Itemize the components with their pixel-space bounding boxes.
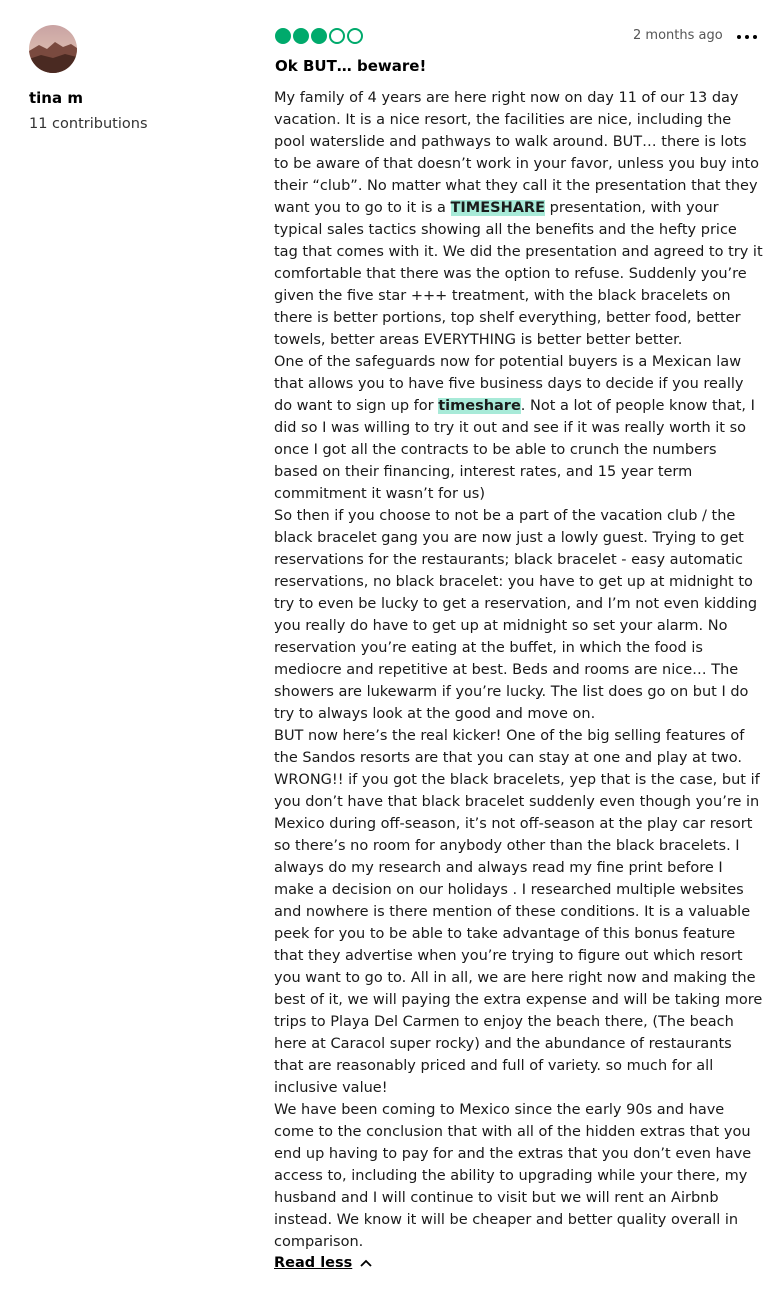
review-text: So then if you choose to not be a part of the vacation club / the black bracelet gang you are now just a lowly guest. Trying to get reservations for the restaurants; black bracelet - easy automatic reservations, no black bracelet: you have to get up at midnight to try to even be lucky to get a reservation, and I’m not even kidding you really do have to get up at midnight so set your alarm. No reservation you’re eating at the buffet, in which the food is mediocre and repetitive at best. Beds and rooms are nice… The showers are lukewarm if you’re lucky. The list does go on but I do try to always look at the good and move on. <box>274 508 758 722</box>
review-text: One of the safeguards now for potential buyers is a Mexican law that allows you to have five business days to decide if you really do want to sign up for <box>274 354 744 414</box>
review-body <box>274 87 764 1253</box>
review-text: We have been coming to Mexico since the early 90s and have come to the conclusion that with all of the hidden extras that you end up having to pay for and the extras that you don’t even have access to, including the ability to upgrading while your there, my husband and I will continue to visit but we will rent an Airbnb instead. We know it will be cheaper and better quality overall in comparison. <box>274 1102 752 1250</box>
review-text: presentation, with your typical sales tactics showing all the benefits and the hefty price tag that comes with it. We did the presentation and agreed to try it comfortable that there was the option to refuse. Suddenly you’re given the five star +++ treatment, with the black bracelets on there is better portions, top shelf everything, better food, better towels, better areas EVERYTHING is better better better. <box>274 200 763 348</box>
review-date: 2 months ago <box>633 28 723 43</box>
review-paragraph <box>274 1099 764 1253</box>
review-paragraph <box>274 87 764 351</box>
author-name[interactable]: tina m <box>29 89 83 107</box>
rating-bubble-empty <box>329 28 345 44</box>
review-text: . Not a lot of people know that, I did so I was willing to try it out and see if it was really worth it so once I got all the contracts to be able to crunch the numbers based on their financing, interest rates, and 15 year term commitment it wasn’t for us) <box>274 398 755 502</box>
review-title: Ok BUT… beware! <box>275 57 427 75</box>
read-less-button[interactable] <box>274 1255 372 1271</box>
rating-bubbles <box>275 28 364 44</box>
rating-bubble-filled <box>275 28 291 44</box>
review-paragraph <box>274 725 764 1099</box>
search-term-highlight: timeshare <box>438 398 521 414</box>
review-text: BUT now here’s the real kicker! One of the big selling features of the Sandos resorts are that you can stay at one and play at two. WRONG!! if you got the black bracelets, yep that is the case, but if you don’t have that black bracelet suddenly even though you’re in Mexico during off-season, it’s not off-season at the play car resort so there’s no room for anybody other than the black bracelets. I always do my research and always read my fine print before I make a decision on our holidays . I researched multiple websites and nowhere is there mention of these conditions. It is a valuable peek for you to be able to take advantage of this bonus feature that they advertise when you’re trying to figure out which resort you want to go to. All in all, we are here right now and making the best of it, we will paying the extra expense and will be taking more trips to Playa Del Carmen to enjoy the beach there, (The beach here at Caracol super rocky) and the abundance of restaurants that are reasonably priced and full of variety. so much for all inclusive value! <box>274 728 763 1096</box>
chevron-up-icon <box>360 1259 372 1267</box>
author-contributions: 11 contributions <box>29 116 148 132</box>
rating-bubble-filled <box>311 28 327 44</box>
review-text: My family of 4 years are here right now on day 11 of our 13 day vacation. It is a nice resort, the facilities are nice, including the pool waterslide and pathways to walk around. BUT… there is lots to be aware of that doesn’t work in your favor, unless you buy into their “club”. No matter what they call it the presentation that they want you to go to it is a <box>274 90 760 216</box>
rating-bubble-empty <box>347 28 363 44</box>
more-options-icon[interactable] <box>737 28 757 46</box>
avatar-photo <box>29 25 77 73</box>
review-paragraph <box>274 505 764 725</box>
read-less-label: Read less <box>274 1255 353 1271</box>
review-paragraph <box>274 351 764 505</box>
rating-bubble-filled <box>293 28 309 44</box>
search-term-highlight: TIMESHARE <box>450 200 546 216</box>
avatar[interactable] <box>29 25 77 73</box>
